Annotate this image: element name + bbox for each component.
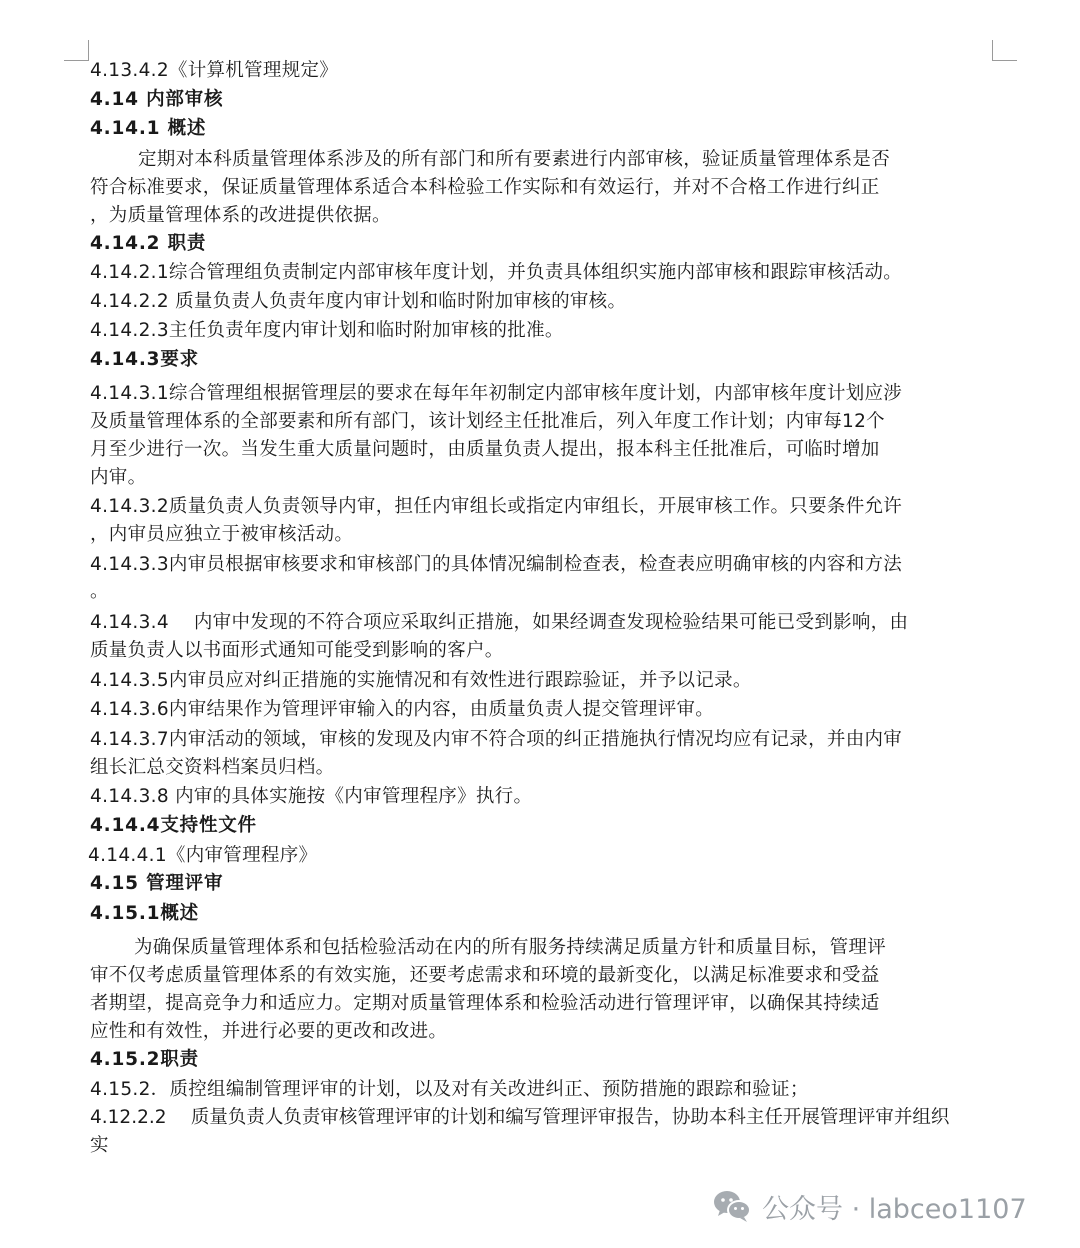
paragraph-line: 4.14.2.3主任负责年度内审计划和临时附加审核的批准。 xyxy=(90,320,564,341)
page-corner-mark-right xyxy=(992,40,1017,61)
paragraph-line: 符合标准要求，保证质量管理体系适合本科检验工作实际和有效运行，并对不合格工作进行纠正 xyxy=(90,177,880,198)
wechat-icon xyxy=(712,1188,752,1224)
paragraph-line: 组长汇总交资料档案员归档。 xyxy=(90,757,335,778)
paragraph-line: 4.14.4.1《内审管理程序》 xyxy=(88,845,318,866)
paragraph-line: 质量负责人以书面形式通知可能受到影响的客户。 xyxy=(90,640,504,661)
paragraph-line: 。 xyxy=(90,581,109,602)
watermark-text: 公众号 · labceo1107 xyxy=(762,1193,1027,1225)
paragraph-line: 4.12.2.2 质量负责人负责审核管理评审的计划和编写管理评审报告，协助本科主任开展管理评审并组织 xyxy=(90,1107,950,1128)
paragraph-line: 4.15.2．质控组编制管理评审的计划，以及对有关改进纠正、预防措施的跟踪和验证； xyxy=(90,1079,809,1100)
paragraph-line: 4.14.2.2 质量负责人负责年度内审计划和临时附加审核的审核。 xyxy=(90,291,627,312)
subsection-heading: 4.14.2 职责 xyxy=(90,233,207,254)
paragraph-line: 4.14.3.1综合管理组根据管理层的要求在每年年初制定内部审核年度计划，内部审核年度计划应涉 xyxy=(90,383,903,404)
paragraph-line: 内审。 xyxy=(90,467,147,488)
paragraph-line: 定期对本科质量管理体系涉及的所有部门和所有要素进行内部审核，验证质量管理体系是否 xyxy=(138,149,891,170)
paragraph-line: 4.14.3.4 内审中发现的不符合项应采取纠正措施，如果经调查发现检验结果可能已受到影响，由 xyxy=(90,612,909,633)
paragraph-line: 4.14.3.5内审员应对纠正措施的实施情况和有效性进行跟踪验证，并予以记录。 xyxy=(90,670,752,691)
paragraph-line: 4.14.3.3内审员根据审核要求和审核部门的具体情况编制检查表，检查表应明确审核的内容和方法 xyxy=(90,554,903,575)
paragraph-line: 实 xyxy=(90,1135,109,1156)
reference-line: 4.13.4.2《计算机管理规定》 xyxy=(90,60,339,81)
paragraph-line: 为确保质量管理体系和包括检验活动在内的所有服务持续满足质量方针和质量目标，管理评 xyxy=(134,937,887,958)
subsection-heading: 4.14.3要求 xyxy=(90,349,199,370)
paragraph-line: 月至少进行一次。当发生重大质量问题时，由质量负责人提出，报本科主任批准后，可临时增加 xyxy=(90,439,880,460)
paragraph-line: 及质量管理体系的全部要素和所有部门，该计划经主任批准后，列入年度工作计划；内审每12个 xyxy=(90,411,885,432)
paragraph-line: 应性和有效性，并进行必要的更改和改进。 xyxy=(90,1021,448,1042)
section-heading: 4.14 内部审核 xyxy=(90,89,224,110)
page-corner-mark-left xyxy=(64,40,89,61)
section-heading: 4.15 管理评审 xyxy=(90,873,224,894)
paragraph-line: 4.14.3.6内审结果作为管理评审输入的内容，由质量负责人提交管理评审。 xyxy=(90,699,715,720)
paragraph-line: 4.14.3.7内审活动的领域，审核的发现及内审不符合项的纠正措施执行情况均应有记录，并由内审 xyxy=(90,729,903,750)
subsection-heading: 4.14.1 概述 xyxy=(90,118,207,139)
paragraph-line: ，内审员应独立于被审核活动。 xyxy=(90,524,354,545)
subsection-heading: 4.15.1概述 xyxy=(90,903,199,924)
paragraph-line: ，为质量管理体系的改进提供依据。 xyxy=(90,205,391,226)
paragraph-line: 4.14.2.1综合管理组负责制定内部审核年度计划，并负责具体组织实施内部审核和跟踪审核活动。 xyxy=(90,262,903,283)
watermark xyxy=(712,1186,1027,1226)
paragraph-line: 审不仅考虑质量管理体系的有效实施，还要考虑需求和环境的最新变化，以满足标准要求和受益 xyxy=(90,965,880,986)
subsection-heading: 4.15.2职责 xyxy=(90,1049,199,1070)
paragraph-line: 4.14.3.8 内审的具体实施按《内审管理程序》执行。 xyxy=(90,786,533,807)
paragraph-line: 4.14.3.2质量负责人负责领导内审，担任内审组长或指定内审组长，开展审核工作。只要条件允许 xyxy=(90,496,903,517)
subsection-heading: 4.14.4支持性文件 xyxy=(90,815,257,836)
paragraph-line: 者期望，提高竞争力和适应力。定期对质量管理体系和检验活动进行管理评审，以确保其持续适 xyxy=(90,993,880,1014)
